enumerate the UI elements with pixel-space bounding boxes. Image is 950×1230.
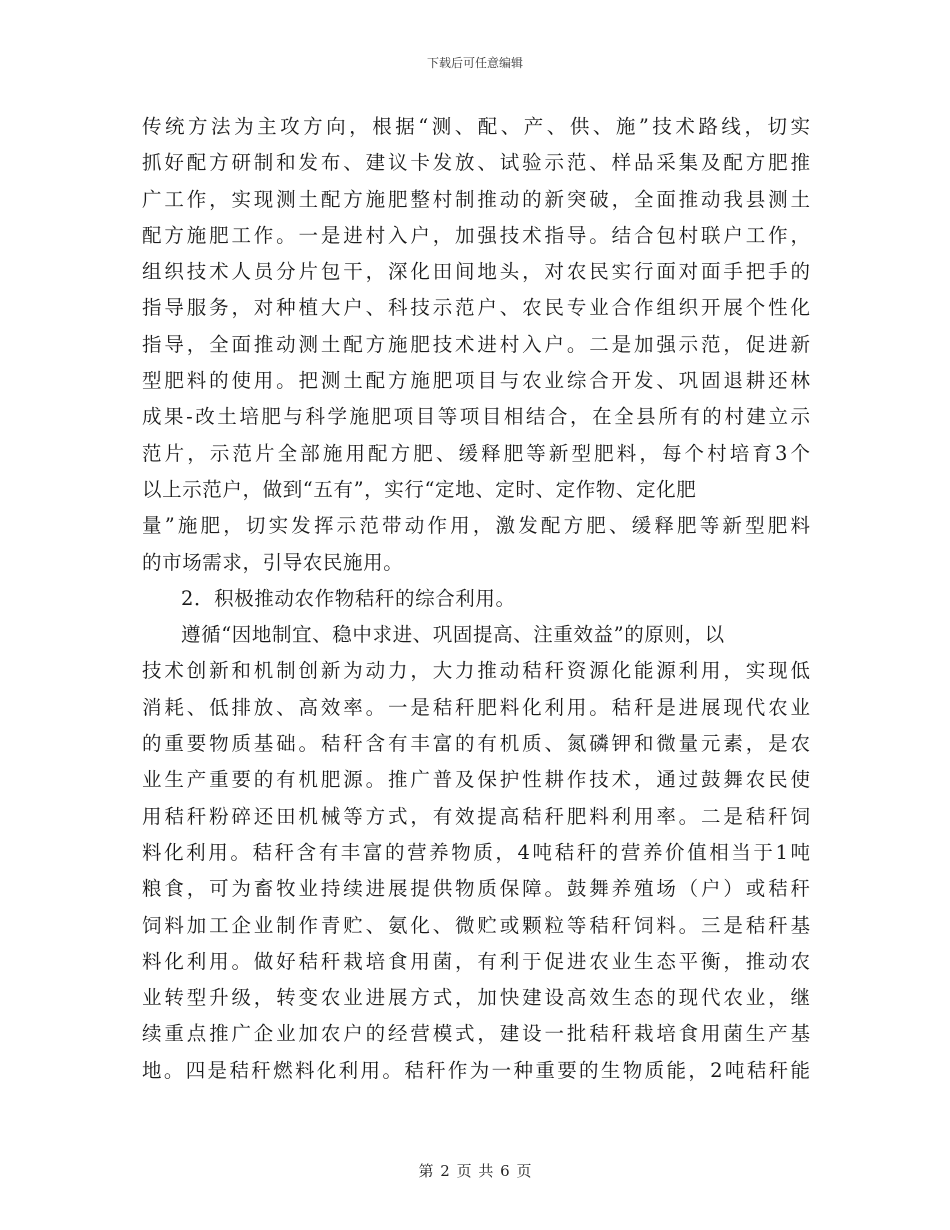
body-line: 地。四是秸秆燃料化利用。秸秆作为一种重要的生物质能，2吨秸秆能 — [142, 1058, 810, 1082]
body-line: 业生产重要的有机肥源。推广普及保护性耕作技术，通过鼓舞农民使 — [142, 768, 810, 792]
body-line: 广工作，实现测土配方施肥整村制推动的新突破，全面推动我县测土 — [142, 187, 810, 211]
body-line: 用秸秆粉碎还田机械等方式，有效提高秸秆肥料利用率。二是秸秆饲 — [142, 804, 810, 828]
body-line: 抓好配方研制和发布、建议卡发放、试验示范、样品采集及配方肥推 — [142, 151, 810, 175]
body-line: 量”施肥，切实发挥示范带动作用，激发配方肥、缓释肥等新型肥料 — [142, 514, 810, 538]
body-line: 组织技术人员分片包干，深化田间地头，对农民实行面对面手把手的 — [142, 260, 810, 284]
body-line: 传统方法为主攻方向，根据“测、配、产、供、施”技术路线，切实 — [142, 115, 810, 138]
body-line: 指导，全面推动测土配方施肥技术进村入户。二是加强示范，促进新 — [142, 332, 810, 356]
page-header: 下载后可任意编辑 — [426, 56, 523, 70]
body-line: 范片，示范片全部施用配方肥、缓释肥等新型肥料，每个村培育3个 — [142, 441, 810, 465]
body-line: 饲料加工企业制作青贮、氨化、微贮或颗粒等秸秆饲料。三是秸秆基 — [142, 913, 810, 937]
body-line: 指导服务，对种植大户、科技示范户、农民专业合作组织开展个性化 — [142, 296, 810, 320]
body-line: 遵循“因地制宜、稳中求进、巩固提高、注重效益”的原则，以 — [181, 623, 725, 647]
body-line: 料化利用。做好秸秆栽培食用菌，有利于促进农业生态平衡，推动农 — [142, 949, 810, 973]
body-line: 粮食，可为畜牧业持续进展提供物质保障。鼓舞养殖场（户）或秸秆 — [142, 877, 810, 901]
body-line: 技术创新和机制创新为动力，大力推动秸秆资源化能源利用，实现低 — [142, 659, 810, 683]
body-line: 料化利用。秸秆含有丰富的营养物质，4吨秸秆的营养价值相当于1吨 — [142, 840, 810, 864]
document-body — [142, 109, 810, 1089]
body-line: 的市场需求，引导农民施用。 — [142, 550, 404, 574]
body-line: 配方施肥工作。一是进村入户，加强技术指导。结合包村联户工作， — [142, 223, 810, 247]
body-line: 以上示范户，做到“五有”，实行“定地、定时、定作物、定化肥 — [142, 477, 697, 501]
body-line: 成果-改土培肥与科学施肥项目等项目相结合，在全县所有的村建立示 — [142, 405, 810, 429]
body-line: 业转型升级，转变农业进展方式，加快建设高效生态的现代农业，继 — [142, 986, 810, 1010]
body-line: 消耗、低排放、高效率。一是秸秆肥料化利用。秸秆是进展现代农业 — [142, 695, 810, 719]
section-heading: 2．积极推动农作物秸秆的综合利用。 — [181, 586, 516, 610]
body-line: 的重要物质基础。秸秆含有丰富的有机质、氮磷钾和微量元素，是农 — [142, 732, 810, 756]
body-line: 型肥料的使用。把测土配方施肥项目与农业综合开发、巩固退耕还林 — [142, 369, 810, 393]
body-line: 续重点推广企业加农户的经营模式，建设一批秸秆栽培食用菌生产基 — [142, 1022, 810, 1046]
page-footer: 第 2 页 共 6 页 — [418, 1162, 532, 1180]
